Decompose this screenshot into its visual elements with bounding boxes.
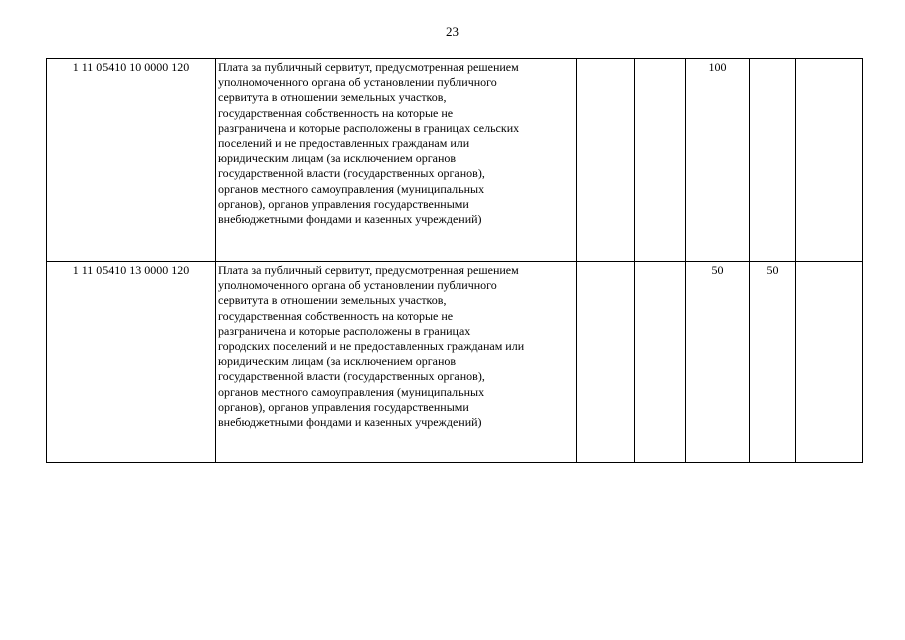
budget-code-cell: 1 11 05410 10 0000 120 [47, 59, 216, 262]
value-cell [635, 262, 686, 463]
table-row [47, 59, 863, 262]
description-line: юридическим лицам (за исключением органов [218, 354, 457, 369]
description-line: городских поселений и не предоставленных гражданам или [218, 339, 525, 354]
value-cell: 100 [686, 59, 750, 262]
value-cell [796, 262, 863, 463]
description-line: уполномоченного органа об установлении публичного [218, 75, 497, 90]
description-line: государственной власти (государственных органов), [218, 166, 485, 181]
description-line: органов местного самоуправления (муниципальных [218, 181, 485, 196]
revenue-table [46, 58, 863, 463]
description-line: государственная собственность на которые не [218, 105, 454, 120]
description-line: юридическим лицам (за исключением органов [218, 151, 457, 166]
description-line: внебюджетными фондами и казенных учреждений) [218, 212, 482, 227]
description-line: разграничена и которые расположены в границах сельских [218, 120, 520, 135]
description-line: государственной власти (государственных органов), [218, 369, 485, 384]
description-line: Плата за публичный сервитут, предусмотренная решением [218, 60, 519, 74]
value-cell: 50 [686, 262, 750, 463]
description-line: поселений и не предоставленных гражданам или [218, 136, 470, 151]
description-line: разграничена и которые расположены в границах [218, 323, 471, 338]
value-cell [796, 59, 863, 262]
description-line: внебюджетными фондами и казенных учреждений) [218, 415, 482, 430]
value-cell [635, 59, 686, 262]
table-row [47, 262, 863, 463]
description-line: уполномоченного органа об установлении публичного [218, 278, 497, 293]
description-cell [216, 262, 577, 463]
description-line: сервитута в отношении земельных участков, [218, 293, 447, 308]
value-cell [577, 59, 635, 262]
description-cell [216, 59, 577, 262]
value-cell [577, 262, 635, 463]
description-line: органов местного самоуправления (муниципальных [218, 384, 485, 399]
budget-code-cell: 1 11 05410 13 0000 120 [47, 262, 216, 463]
description-line: Плата за публичный сервитут, предусмотренная решением [218, 263, 519, 277]
page-number: 23 [446, 24, 459, 39]
value-cell [750, 59, 796, 262]
description-line: органов), органов управления государственными [218, 399, 469, 414]
description-line: сервитута в отношении земельных участков, [218, 90, 447, 105]
value-cell: 50 [750, 262, 796, 463]
description-line: государственная собственность на которые не [218, 308, 454, 323]
description-line: органов), органов управления государственными [218, 196, 469, 211]
